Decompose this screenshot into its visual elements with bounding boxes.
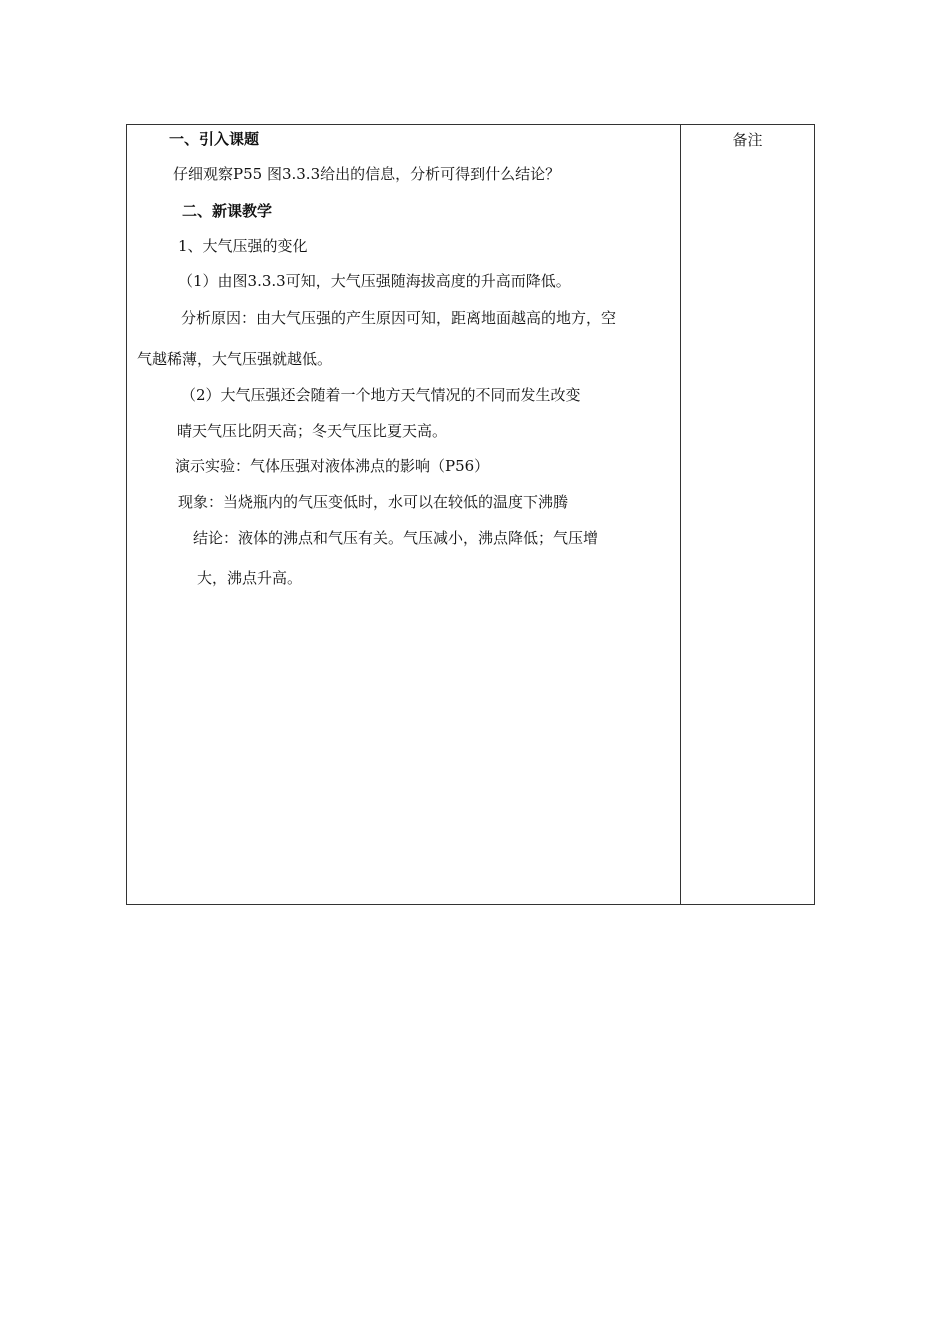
point-two: （2）大气压强还会随着一个地方天气情况的不同而发生改变 bbox=[181, 386, 581, 404]
phenomenon: 现象：当烧瓶内的气压变低时，水可以在较低的温度下沸腾 bbox=[178, 493, 569, 511]
lesson-table bbox=[126, 124, 815, 905]
point-one: （1）由图3.3.3可知，大气压强随海拔高度的升高而降低。 bbox=[178, 272, 571, 290]
analysis-line-2: 气越稀薄，大气压强就越低。 bbox=[137, 350, 333, 368]
analysis-line-1: 分析原因：由大气压强的产生原因可知，距离地面越高的地方，空 bbox=[181, 309, 617, 327]
subheading-pressure-change: 1、大气压强的变化 bbox=[178, 237, 308, 255]
weather-note: 晴天气压比阴天高；冬天气压比夏天高。 bbox=[177, 422, 448, 440]
conclusion-line-2: 大，沸点升高。 bbox=[197, 569, 303, 587]
conclusion-line-1: 结论：液体的沸点和气压有关。气压减小，沸点降低；气压增 bbox=[193, 529, 599, 547]
section-heading-new-lesson: 二、新课教学 bbox=[182, 202, 273, 220]
remarks-header: 备注 bbox=[732, 131, 763, 149]
column-divider bbox=[680, 125, 681, 904]
demo-experiment: 演示实验：气体压强对液体沸点的影响（P56） bbox=[175, 457, 490, 475]
intro-question: 仔细观察P55 图3.3.3给出的信息，分析可得到什么结论？ bbox=[173, 165, 561, 183]
section-heading-intro: 一、引入课题 bbox=[169, 130, 260, 148]
